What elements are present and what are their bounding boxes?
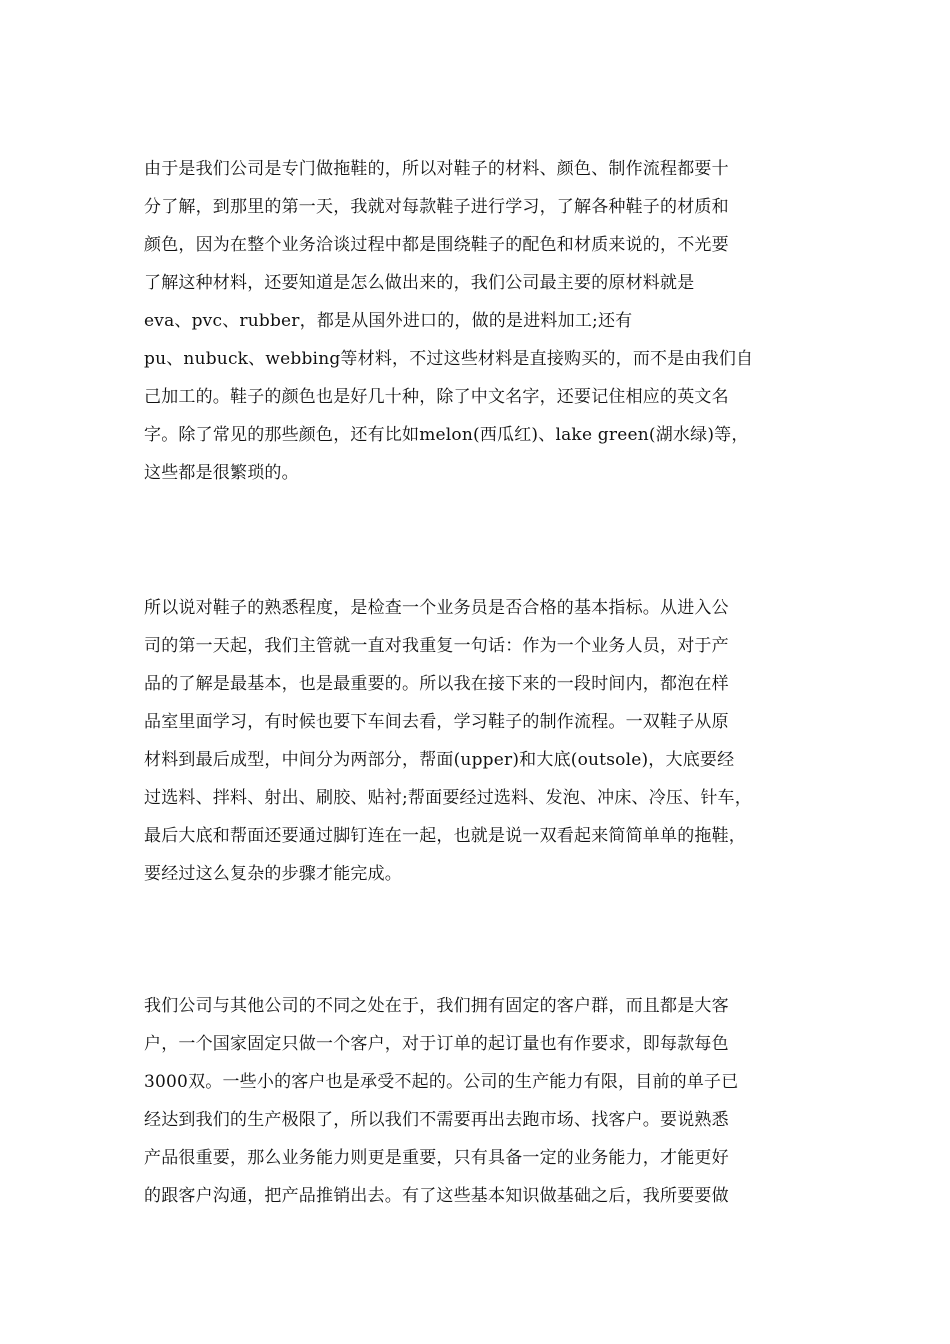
paragraph-line: 要经过这么复杂的步骤才能完成。	[144, 864, 402, 884]
paragraph-3	[144, 987, 824, 1215]
paragraph-line: 己加工的。鞋子的颜色也是好几十种，除了中文名字，还要记住相应的英文名	[144, 387, 729, 407]
paragraph-line: 了解这种材料，还要知道是怎么做出来的，我们公司最主要的原材料就是	[144, 273, 695, 293]
paragraph-1	[144, 150, 824, 492]
paragraph-2	[144, 589, 824, 893]
paragraph-line: 颜色，因为在整个业务洽谈过程中都是围绕鞋子的配色和材质来说的，不光要	[144, 235, 729, 255]
paragraph-line: 分了解，到那里的第一天，我就对每款鞋子进行学习，了解各种鞋子的材质和	[144, 197, 729, 217]
paragraph-line: 材料到最后成型，中间分为两部分，帮面(upper)和大底(outsole)，大底要经	[144, 750, 735, 770]
paragraph-line: 户，一个国家固定只做一个客户，对于订单的起订量也有作要求，即每款每色	[144, 1034, 729, 1054]
paragraph-line: 产品很重要，那么业务能力则更是重要，只有具备一定的业务能力，才能更好	[144, 1148, 729, 1168]
paragraph-line: 品的了解是最基本，也是最重要的。所以我在接下来的一段时间内，都泡在样	[144, 674, 729, 694]
paragraph-line: 司的第一天起，我们主管就一直对我重复一句话：作为一个业务人员，对于产	[144, 636, 729, 656]
paragraph-line: 的跟客户沟通，把产品推销出去。有了这些基本知识做基础之后，我所要要做	[144, 1186, 729, 1206]
paragraph-line: 这些都是很繁琐的。	[144, 463, 299, 483]
paragraph-line: 品室里面学习，有时候也要下车间去看，学习鞋子的制作流程。一双鞋子从原	[144, 712, 729, 732]
paragraph-line: 经达到我们的生产极限了，所以我们不需要再出去跑市场、找客户。要说熟悉	[144, 1110, 729, 1130]
paragraph-line: 我们公司与其他公司的不同之处在于，我们拥有固定的客户群，而且都是大客	[144, 996, 729, 1016]
paragraph-line: 最后大底和帮面还要通过脚钉连在一起，也就是说一双看起来简简单单的拖鞋，	[144, 826, 746, 846]
paragraph-line: eva、pvc、rubber，都是从国外进口的，做的是进料加工;还有	[144, 311, 633, 331]
paragraph-line: 字。除了常见的那些颜色，还有比如melon(西瓜红)、lake green(湖水绿)等，	[144, 425, 749, 445]
paragraph-line: 3000双。一些小的客户也是承受不起的。公司的生产能力有限，目前的单子已	[144, 1072, 739, 1092]
paragraph-line: pu、nubuck、webbing等材料，不过这些材料是直接购买的，而不是由我们自	[144, 349, 754, 369]
paragraph-line: 过选料、拌料、射出、刷胶、贴衬;帮面要经过选料、发泡、冲床、冷压、针车，	[144, 788, 752, 808]
paragraph-line: 所以说对鞋子的熟悉程度，是检查一个业务员是否合格的基本指标。从进入公	[144, 598, 729, 618]
paragraph-line: 由于是我们公司是专门做拖鞋的，所以对鞋子的材料、颜色、制作流程都要十	[144, 159, 729, 179]
